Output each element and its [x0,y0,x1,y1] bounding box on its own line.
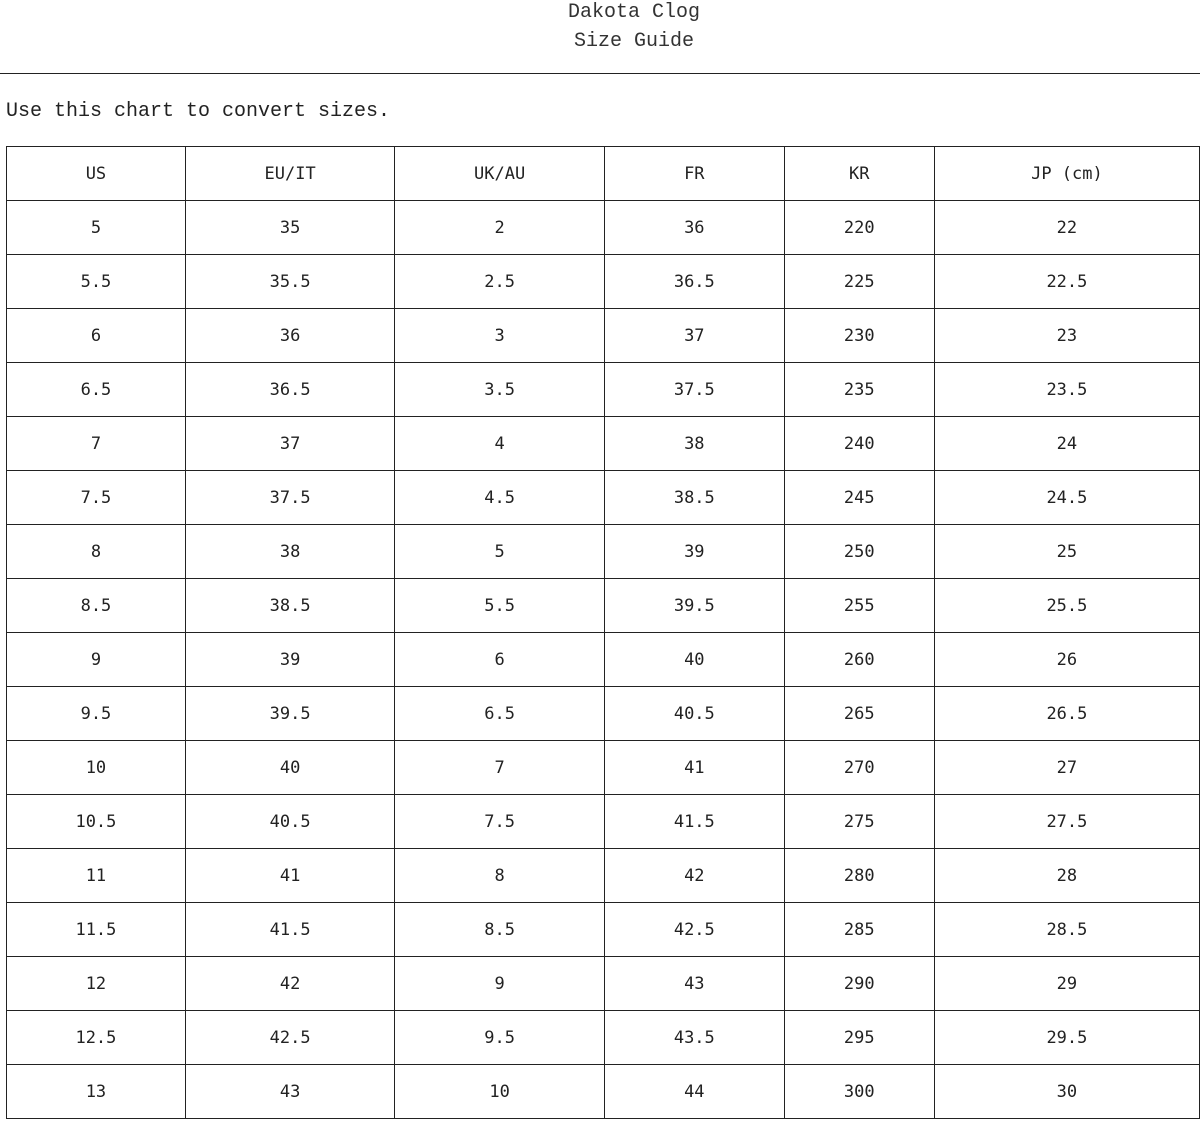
table-row [7,849,1200,903]
intro-text: Use this chart to convert sizes. [6,100,391,123]
table-cell: 41 [604,741,784,795]
table-cell: 11 [7,849,186,903]
table-row [7,471,1200,525]
size-conversion-table [6,146,1200,1119]
table-cell: 41.5 [604,795,784,849]
column-header: US [7,147,186,201]
table-cell: 260 [784,633,934,687]
table-cell: 35.5 [185,255,395,309]
table-cell: 22.5 [934,255,1199,309]
table-body [7,201,1200,1119]
table-cell: 3 [395,309,605,363]
table-cell: 8 [7,525,186,579]
table-row [7,741,1200,795]
table-cell: 35 [185,201,395,255]
table-cell: 275 [784,795,934,849]
table-cell: 7 [395,741,605,795]
table-cell: 42 [604,849,784,903]
table-cell: 39.5 [604,579,784,633]
table-cell: 43 [185,1065,395,1119]
table-row [7,363,1200,417]
table-cell: 12 [7,957,186,1011]
table-cell: 38.5 [185,579,395,633]
table-cell: 12.5 [7,1011,186,1065]
table-cell: 220 [784,201,934,255]
table-cell: 43.5 [604,1011,784,1065]
table-cell: 36.5 [185,363,395,417]
table-cell: 10 [7,741,186,795]
table-cell: 9 [7,633,186,687]
table-cell: 41 [185,849,395,903]
table-cell: 40.5 [604,687,784,741]
page-header [0,0,1200,74]
table-cell: 41.5 [185,903,395,957]
table-cell: 10.5 [7,795,186,849]
table-cell: 9.5 [7,687,186,741]
table-cell: 9.5 [395,1011,605,1065]
table-cell: 39 [185,633,395,687]
table-cell: 8 [395,849,605,903]
table-cell: 245 [784,471,934,525]
table-row [7,633,1200,687]
table-cell: 11.5 [7,903,186,957]
table-cell: 8.5 [395,903,605,957]
table-cell: 29.5 [934,1011,1199,1065]
table-cell: 265 [784,687,934,741]
table-cell: 26 [934,633,1199,687]
table-cell: 255 [784,579,934,633]
table-cell: 29 [934,957,1199,1011]
table-cell: 38 [604,417,784,471]
table-cell: 4.5 [395,471,605,525]
table-row [7,1011,1200,1065]
table-row [7,795,1200,849]
table-cell: 230 [784,309,934,363]
table-cell: 250 [784,525,934,579]
table-row [7,903,1200,957]
table-cell: 225 [784,255,934,309]
column-header: JP (cm) [934,147,1199,201]
table-cell: 6.5 [7,363,186,417]
table-cell: 42 [185,957,395,1011]
table-row [7,525,1200,579]
page-subtitle: Size Guide [573,30,695,53]
table-cell: 6.5 [395,687,605,741]
column-header: KR [784,147,934,201]
table-cell: 5.5 [7,255,186,309]
table-cell: 6 [7,309,186,363]
column-header: FR [604,147,784,201]
table-cell: 28 [934,849,1199,903]
table-cell: 39.5 [185,687,395,741]
table-cell: 36 [185,309,395,363]
table-cell: 23.5 [934,363,1199,417]
table-cell: 285 [784,903,934,957]
table-cell: 25 [934,525,1199,579]
table-cell: 7.5 [7,471,186,525]
table-cell: 38.5 [604,471,784,525]
table-cell: 44 [604,1065,784,1119]
table-cell: 37 [185,417,395,471]
table-row [7,255,1200,309]
table-cell: 5 [7,201,186,255]
table-row [7,309,1200,363]
table-cell: 24.5 [934,471,1199,525]
table-row [7,417,1200,471]
table-cell: 4 [395,417,605,471]
table-cell: 2.5 [395,255,605,309]
table-cell: 36.5 [604,255,784,309]
table-cell: 40 [604,633,784,687]
table-cell: 24 [934,417,1199,471]
table-cell: 8.5 [7,579,186,633]
table-cell: 10 [395,1065,605,1119]
table-cell: 40 [185,741,395,795]
table-cell: 40.5 [185,795,395,849]
table-header-row [7,147,1200,201]
table-cell: 7 [7,417,186,471]
table-cell: 39 [604,525,784,579]
table-cell: 290 [784,957,934,1011]
table-cell: 9 [395,957,605,1011]
table-cell: 27.5 [934,795,1199,849]
table-cell: 13 [7,1065,186,1119]
table-cell: 23 [934,309,1199,363]
table-cell: 43 [604,957,784,1011]
table-cell: 37 [604,309,784,363]
table-cell: 295 [784,1011,934,1065]
table-cell: 28.5 [934,903,1199,957]
table-cell: 42.5 [604,903,784,957]
column-header: EU/IT [185,147,395,201]
table-cell: 3.5 [395,363,605,417]
table-cell: 235 [784,363,934,417]
table-cell: 42.5 [185,1011,395,1065]
table-row [7,957,1200,1011]
table-row [7,201,1200,255]
column-header: UK/AU [395,147,605,201]
table-cell: 300 [784,1065,934,1119]
table-cell: 37.5 [185,471,395,525]
table-cell: 270 [784,741,934,795]
table-cell: 25.5 [934,579,1199,633]
table-cell: 5 [395,525,605,579]
table-cell: 38 [185,525,395,579]
table-cell: 6 [395,633,605,687]
table-cell: 240 [784,417,934,471]
table-cell: 7.5 [395,795,605,849]
table-row [7,579,1200,633]
table-cell: 22 [934,201,1199,255]
table-cell: 37.5 [604,363,784,417]
table-cell: 5.5 [395,579,605,633]
table-cell: 36 [604,201,784,255]
table-row [7,1065,1200,1119]
table-cell: 27 [934,741,1199,795]
table-cell: 30 [934,1065,1199,1119]
page-title: Dakota Clog [567,1,701,24]
table-cell: 2 [395,201,605,255]
table-row [7,687,1200,741]
table-cell: 26.5 [934,687,1199,741]
table-cell: 280 [784,849,934,903]
